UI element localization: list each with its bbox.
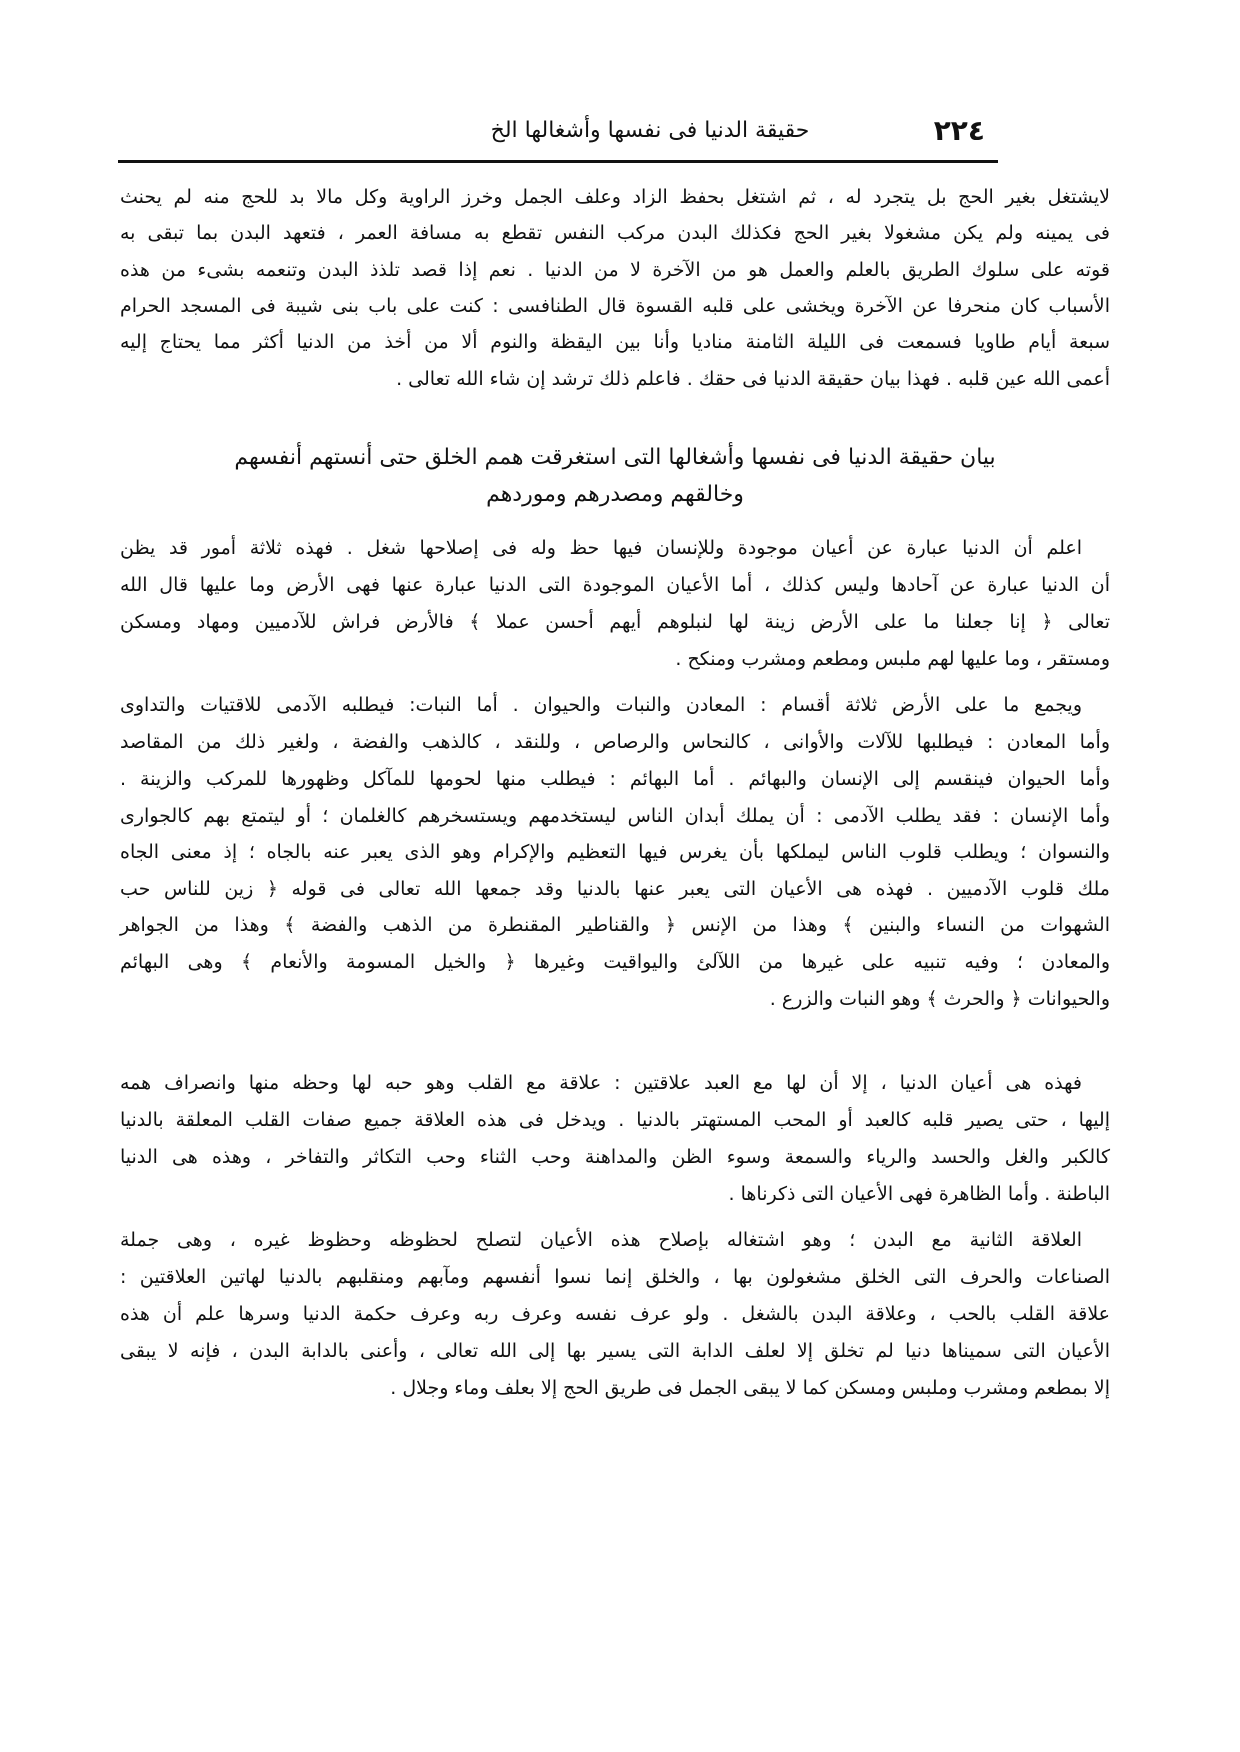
text-line: والنسوان ؛ ويطلب قلوب الناس ليملكها بأن يغرس فيها التعظيم والإكرام وهو الذى يعبر عنه بالجاه ؛ إذ معنى الجاه: [120, 841, 1110, 863]
text-line: فى يمينه ولم يكن مشغولا بغير الحج فكذلك البدن مركب النفس تقطع به مسافة العمر ، فتعهد البدن بما تبقى به: [120, 222, 1110, 244]
text-line: ويجمع ما على الأرض ثلاثة أقسام : المعادن والنبات والحيوان . أما النبات: فيطلبه الآدمى للاقتيات والتداوى: [120, 694, 1082, 716]
text-line: والحيوانات ﴿ والحرث ﴾ وهو النبات والزرع .: [769, 988, 1110, 1010]
text-line: سبعة أيام طاويا فسمعت فى الليلة الثامنة مناديا وأنا بين اليقظة والنوم ألا من أخذ من الدنيا أكثر مما يحتاج إليه: [120, 331, 1110, 353]
text-line: الصناعات والحرف التى الخلق مشغولون بها ، والخلق إنما نسوا أنفسهم ومآبهم ومنقلبهم بالدنيا لهاتين العلاقتين :: [120, 1266, 1110, 1288]
text-line: إلا بمطعم ومشرب وملبس ومسكن كما لا يبقى الجمل فى طريق الحج إلا بعلف وماء وجلال .: [390, 1377, 1110, 1399]
section-heading-line: وخالقهم ومصدرهم وموردهم: [486, 482, 744, 507]
text-line: والمعادن ؛ وفيه تنبيه على غيرها من اللآلئ واليواقيت وغيرها ﴿ والخيل المسومة والأنعام ﴾ وهى البهائم: [120, 951, 1110, 973]
text-line: ملك قلوب الآدميين . فهذه هى الأعيان التى يعبر عنها بالدنيا وقد جمعها الله تعالى فى قوله ﴿ زين للناس حب: [120, 878, 1110, 900]
text-line: كالكبر والغل والحسد والرياء والسمعة وسوء الظن والمداهنة وحب الثناء وحب التكاثر والتفاخر ، وهذه هى الدنيا: [120, 1146, 1110, 1168]
text-line: اعلم أن الدنيا عبارة عن أعيان موجودة وللإنسان فيها حظ وله فى إصلاحها شغل . فهذه ثلاثة أمور قد يظن: [120, 537, 1082, 559]
text-line: العلاقة الثانية مع البدن ؛ وهو اشتغاله بإصلاح هذه الأعيان لتصلح لحظوظه وحظوظ غيره ، وهى جملة: [120, 1229, 1082, 1251]
text-line: وأما الحيوان فينقسم إلى الإنسان والبهائم . أما البهائم : فيطلب منها لحومها للمآكل وظهورها للمركب والزينة .: [120, 768, 1110, 790]
text-line: الأعيان التى سميناها دنيا لم تخلق إلا لعلف الدابة التى يسير بها إلى الله تعالى ، وأعنى بالدابة البدن ، فإنه لا يبقى: [120, 1340, 1110, 1362]
text-line: أن الدنيا عبارة عن آحادها وليس كذلك ، أما الأعيان الموجودة التى الدنيا عبارة عنها فهى الأرض وما عليها قال الله: [120, 574, 1110, 596]
text-line: فهذه هى أعيان الدنيا ، إلا أن لها مع العبد علاقتين : علاقة مع القلب وهو حبه لها وحظه منها وانصراف همه: [120, 1072, 1082, 1094]
text-line: الشهوات من النساء والبنين ﴾ وهذا من الإنس ﴿ والقناطير المقنطرة من الذهب والفضة ﴾ وهذا من الجواهر: [120, 914, 1110, 936]
page-number: ٢٢٤: [933, 114, 985, 147]
header-rule: [118, 160, 998, 163]
text-line: علاقة القلب بالحب ، وعلاقة البدن بالشغل . ولو عرف نفسه وعرف ربه وعرف حكمة الدنيا وسرها علم أن هذه: [120, 1303, 1110, 1325]
text-line: لايشتغل بغير الحج بل يتجرد له ، ثم اشتغل بحفظ الزاد وعلف الجمل وخرز الراوية وكل مالا بد للحج منه لم يحنث: [120, 186, 1110, 208]
text-line: تعالى ﴿ إنا جعلنا ما على الأرض زينة لها لنبلوهم أيهم أحسن عملا ﴾ فالأرض فراش للآدميين ومهاد ومسكن: [120, 611, 1110, 633]
text-line: وأما الإنسان : فقد يطلب الآدمى : أن يملك أبدان الناس ليستخدمهم ويستسخرهم كالغلمان ؛ أو ليتمتع بهم كالجوارى: [120, 805, 1110, 827]
text-line: أعمى الله عين قلبه . فهذا بيان حقيقة الدنيا فى حقك . فاعلم ذلك ترشد إن شاء الله تعالى .: [396, 368, 1110, 390]
text-line: الأسباب كان منحرفا عن الآخرة ويخشى على قلبه القسوة قال الطنافسى : كنت على باب بنى شيبة فى المسجد الحرام: [120, 295, 1110, 317]
text-line: إليها ، حتى يصير قلبه كالعبد أو المحب المستهتر بالدنيا . ويدخل فى هذه العلاقة جميع صفات القلب المعلقة بالدنيا: [120, 1109, 1110, 1131]
text-line: الباطنة . وأما الظاهرة فهى الأعيان التى ذكرناها .: [728, 1183, 1110, 1205]
text-line: قوته على سلوك الطريق بالعلم والعمل هو من الآخرة لا من الدنيا . نعم إذا قصد تلذذ البدن وتنعمه بشىء من هذه: [120, 259, 1110, 281]
text-line: وأما المعادن : فيطلبها للآلات والأوانى ، كالنحاس والرصاص ، وللنقد ، كالذهب والفضة ، ولغير ذلك من المقاصد: [120, 731, 1110, 753]
text-line: ومستقر ، وما عليها لهم ملبس ومطعم ومشرب ومنكح .: [675, 648, 1110, 670]
section-heading-line: بيان حقيقة الدنيا فى نفسها وأشغالها التى استغرقت همم الخلق حتى أنستهم أنفسهم: [234, 445, 996, 470]
header-title: حقيقة الدنيا فى نفسها وأشغالها الخ: [490, 118, 810, 143]
